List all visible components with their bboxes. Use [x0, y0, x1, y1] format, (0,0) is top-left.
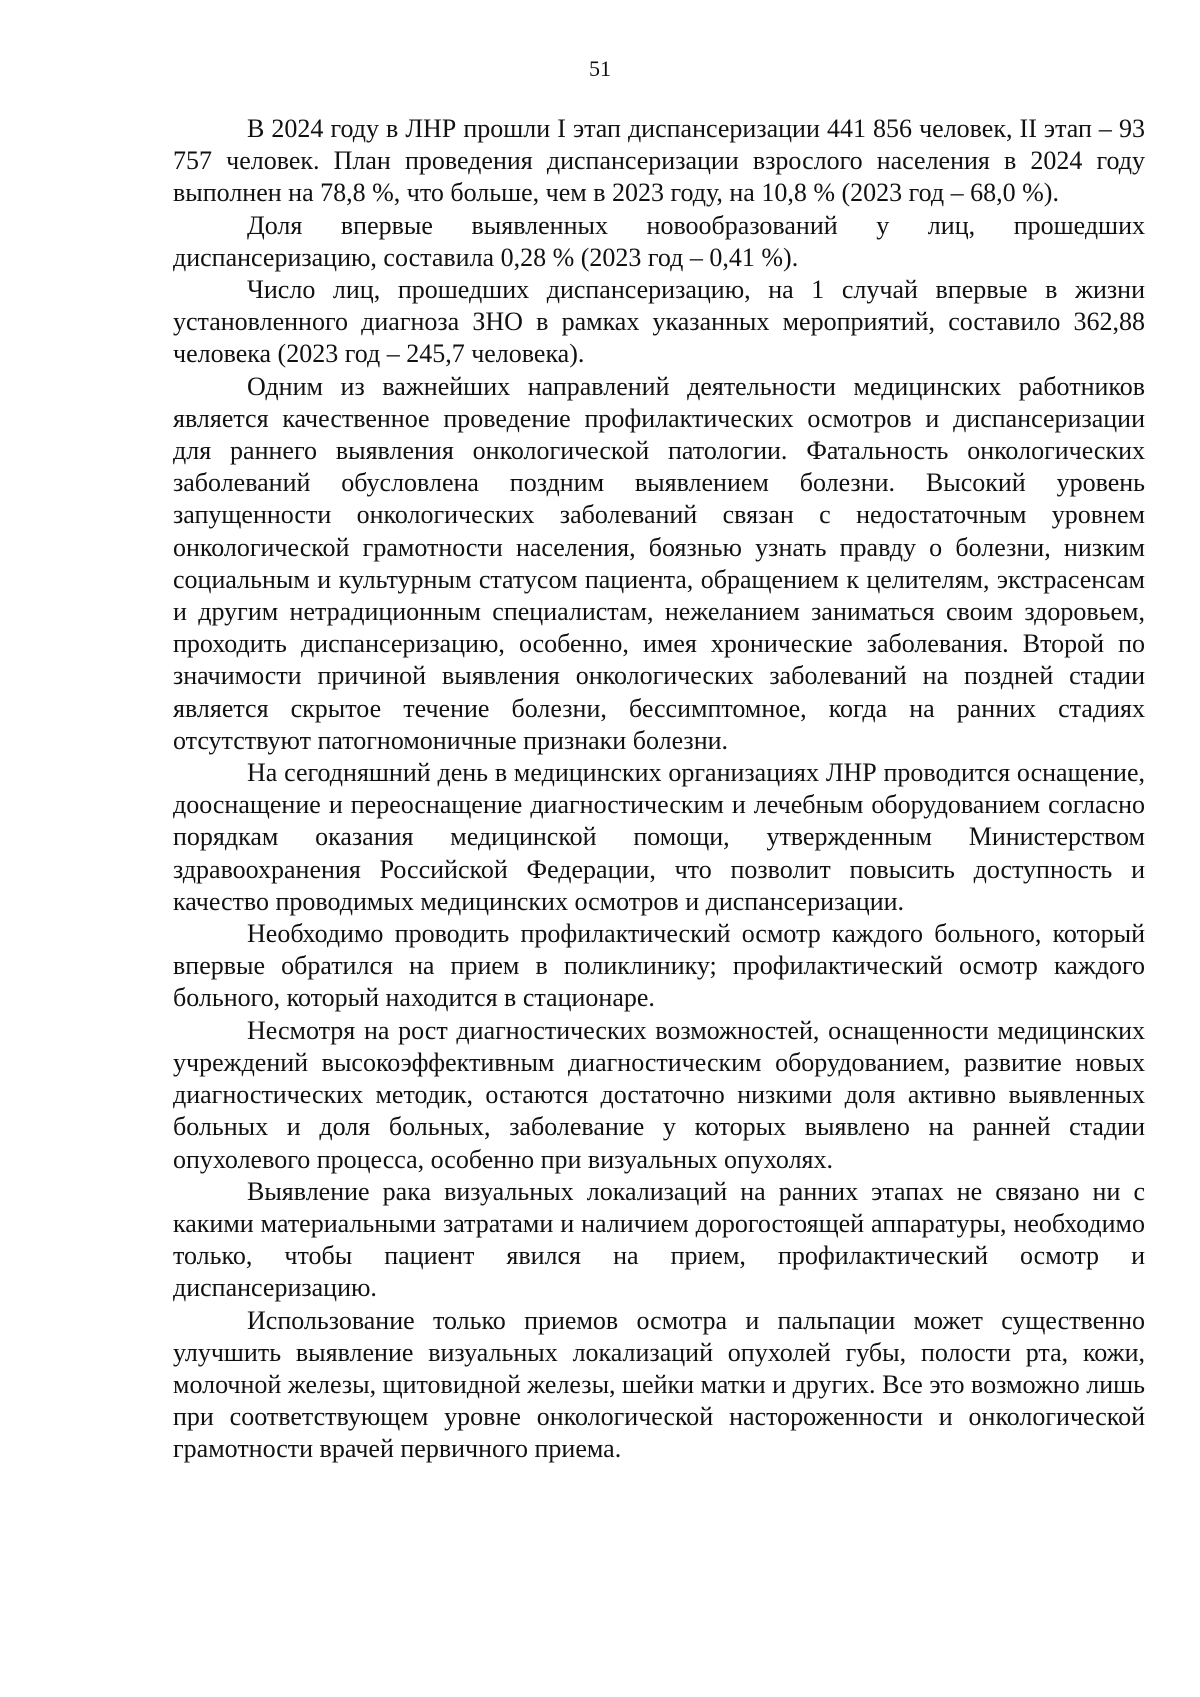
- paragraph-neoplasm-share: Доля впервые выявленных новообразований у лиц, прошедших диспансеризацию, составила 0,28 % (2023 год – 0,41 %).: [173, 210, 1145, 272]
- paragraph-preventive-exam: Необходимо проводить профилактический осмотр каждого больного, который впервые обратился на прием в поликлинику; профилактический осмотр каждого больного, который находится в стационаре.: [173, 919, 1145, 1013]
- paragraph-screening-stats: В 2024 году в ЛНР прошли I этап диспансеризации 441 856 человек, II этап – 93 757 человек. План проведения диспансеризации взрослого населения в 2024 году выполнен на 78,8 %, что больше, чем в 2023 году, на 10,8 % (2023 год – 68,0 %).: [173, 114, 1145, 208]
- paragraph-early-detection: Одним из важнейших направлений деятельности медицинских работников является качественное проведение профилактических осмотров и диспансеризации для раннего выявления онкологической патологии. Фатальность онкологических заболеваний обусловлена поздним выявлением болезни. Высокий уровень запущенности онкологических заболеваний связан с недостаточным уровнем онкологической грамотности населения, боязнью узнать правду о болезни, низким социальным и культурным статусом пациента, обращением к целителям, экстрасенсам и другим нетрадиционным специалистам, нежеланием заниматься своим здоровьем, проходить диспансеризацию, особенно, имея хронические заболевания. Второй по значимости причиной выявления онкологических заболеваний на поздней стадии является скрытое течение болезни, бессимптомное, когда на ранних стадиях отсутствуют патогномоничные признаки болезни.: [173, 371, 1145, 755]
- paragraph-examination-palpation: Использование только приемов осмотра и пальпации может существенно улучшить выявление визуальных локализаций опухолей губы, полости рта, кожи, молочной железы, щитовидной железы, шейки матки и других. Все это возможно лишь при соответствующем уровне онкологической настороженности и онкологической грамотности врачей первичного приема.: [173, 1305, 1145, 1464]
- paragraph-equipment: На сегодняшний день в медицинских организациях ЛНР проводится оснащение, дооснащение и переоснащение диагностическим и лечебным оборудованием согласно порядкам оказания медицинской помощи, утвержденным Министерством здравоохранения Российской Федерации, что позволит повысить доступность и качество проводимых медицинских осмотров и диспансеризации.: [173, 758, 1145, 916]
- document-body: [173, 113, 1145, 1466]
- paragraph-diagnostic-capabilities: Несмотря на рост диагностических возможностей, оснащенности медицинских учреждений высокоэффективным диагностическим оборудованием, развитие новых диагностических методик, остаются достаточно низкими доля активно выявленных больных и доля больных, заболевание у которых выявлено на ранней стадии опухолевого процесса, особенно при визуальных опухолях.: [173, 1015, 1145, 1174]
- paragraph-persons-per-case: Число лиц, прошедших диспансеризацию, на 1 случай впервые в жизни установленного диагноза ЗНО в рамках указанных мероприятий, составило 362,88 человека (2023 год – 245,7 человека).: [173, 275, 1145, 369]
- page-number: 51: [589, 56, 611, 81]
- paragraph-visual-localizations: Выявление рака визуальных локализаций на ранних этапах не связано ни с какими материальными затратами и наличием дорогостоящей аппаратуры, необходимо только, чтобы пациент явился на прием, профилактический осмотр и диспансеризацию.: [173, 1176, 1145, 1303]
